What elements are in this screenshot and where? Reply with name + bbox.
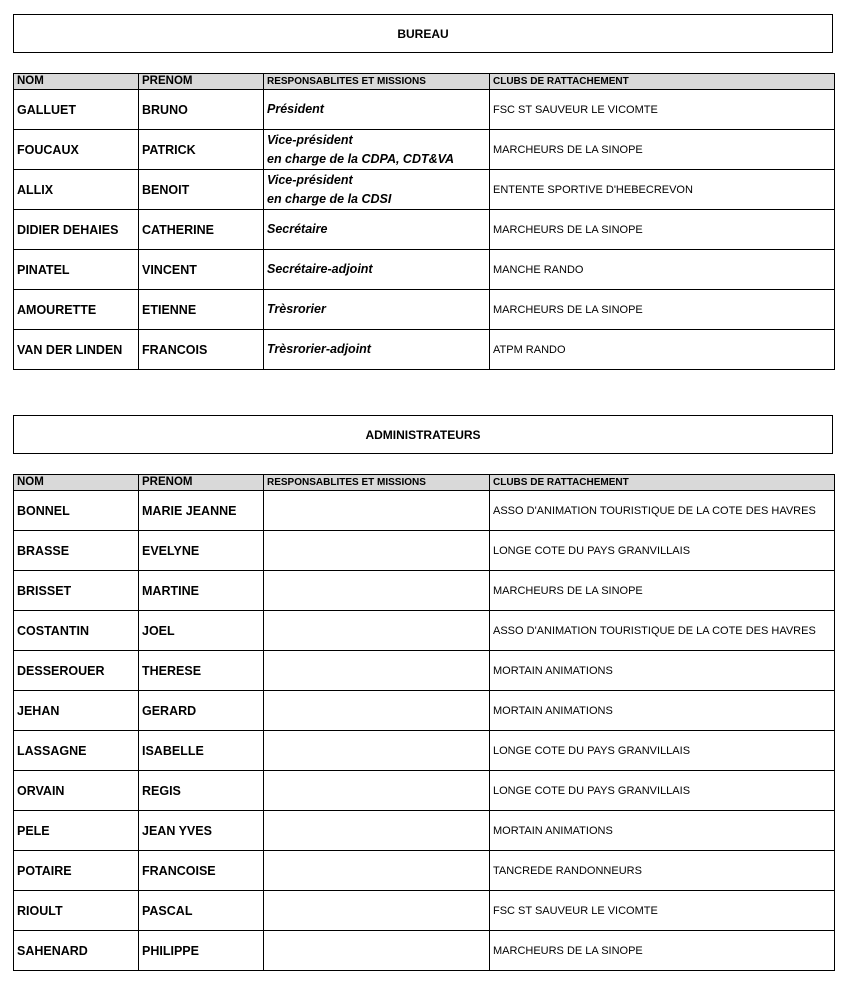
role-line-1: Trèsrorier-adjoint — [267, 342, 371, 356]
member-club: FSC ST SAUVEUR LE VICOMTE — [490, 90, 835, 130]
member-club: ENTENTE SPORTIVE D'HEBECREVON — [490, 170, 835, 210]
member-last-name: BRISSET — [14, 571, 139, 611]
member-last-name: RIOULT — [14, 891, 139, 931]
member-club: LONGE COTE DU PAYS GRANVILLAIS — [490, 531, 835, 571]
table-row — [14, 170, 835, 210]
table-row — [14, 491, 835, 531]
member-last-name: DIDIER DEHAIES — [14, 210, 139, 250]
role-line-1: Secrétaire-adjoint — [267, 262, 373, 276]
table-row — [14, 330, 835, 370]
bureau-section-title: BUREAU — [13, 14, 833, 53]
member-club: ASSO D'ANIMATION TOURISTIQUE DE LA COTE DES HAVRES — [490, 491, 835, 531]
member-club: MARCHEURS DE LA SINOPE — [490, 210, 835, 250]
member-role — [264, 771, 490, 811]
member-club: FSC ST SAUVEUR LE VICOMTE — [490, 891, 835, 931]
member-first-name: ETIENNE — [139, 290, 264, 330]
member-role — [264, 210, 490, 250]
member-role — [264, 931, 490, 971]
member-club: LONGE COTE DU PAYS GRANVILLAIS — [490, 731, 835, 771]
member-last-name: BONNEL — [14, 491, 139, 531]
member-first-name: BRUNO — [139, 90, 264, 130]
role-line-1: Secrétaire — [267, 222, 328, 236]
table-row — [14, 250, 835, 290]
member-last-name: POTAIRE — [14, 851, 139, 891]
administrateurs-table — [13, 474, 835, 971]
table-row — [14, 851, 835, 891]
role-line-1: Vice-président — [267, 132, 353, 147]
member-role — [264, 170, 490, 210]
member-role — [264, 130, 490, 170]
table-row — [14, 811, 835, 851]
member-club: MORTAIN ANIMATIONS — [490, 811, 835, 851]
member-first-name: EVELYNE — [139, 531, 264, 571]
table-row — [14, 651, 835, 691]
member-first-name: GERARD — [139, 691, 264, 731]
table-row — [14, 691, 835, 731]
column-header-nom: NOM — [14, 74, 139, 90]
member-club: MARCHEURS DE LA SINOPE — [490, 130, 835, 170]
member-last-name: AMOURETTE — [14, 290, 139, 330]
member-club: MORTAIN ANIMATIONS — [490, 691, 835, 731]
member-last-name: LASSAGNE — [14, 731, 139, 771]
member-club: ATPM RANDO — [490, 330, 835, 370]
bureau-table — [13, 73, 835, 370]
table-row — [14, 571, 835, 611]
role-line-2: en charge de la CDSI — [267, 191, 392, 206]
member-club: MARCHEURS DE LA SINOPE — [490, 290, 835, 330]
table-row — [14, 731, 835, 771]
member-first-name: FRANCOISE — [139, 851, 264, 891]
member-club: MARCHEURS DE LA SINOPE — [490, 571, 835, 611]
member-role — [264, 731, 490, 771]
table-row — [14, 891, 835, 931]
member-first-name: MARTINE — [139, 571, 264, 611]
member-last-name: PINATEL — [14, 250, 139, 290]
role-line-1: Président — [267, 102, 324, 116]
table-row — [14, 90, 835, 130]
column-header-prenom: PRENOM — [139, 74, 264, 90]
member-role — [264, 491, 490, 531]
member-role — [264, 651, 490, 691]
column-header-clubs: CLUBS DE RATTACHEMENT — [490, 475, 835, 491]
member-club: MORTAIN ANIMATIONS — [490, 651, 835, 691]
column-header-clubs: CLUBS DE RATTACHEMENT — [490, 74, 835, 90]
administrateurs-section-title: ADMINISTRATEURS — [13, 415, 833, 454]
bureau-header-row — [14, 74, 835, 90]
table-row — [14, 130, 835, 170]
column-header-responsabilites: RESPONSABLITES ET MISSIONS — [264, 475, 490, 491]
member-last-name: FOUCAUX — [14, 130, 139, 170]
member-role — [264, 691, 490, 731]
column-header-responsabilites: RESPONSABLITES ET MISSIONS — [264, 74, 490, 90]
member-club: TANCREDE RANDONNEURS — [490, 851, 835, 891]
member-first-name: PATRICK — [139, 130, 264, 170]
table-row — [14, 611, 835, 651]
member-role — [264, 891, 490, 931]
member-role — [264, 571, 490, 611]
member-role — [264, 851, 490, 891]
member-role — [264, 290, 490, 330]
table-row — [14, 531, 835, 571]
member-role — [264, 250, 490, 290]
member-first-name: MARIE JEANNE — [139, 491, 264, 531]
member-role — [264, 330, 490, 370]
member-first-name: ISABELLE — [139, 731, 264, 771]
member-role — [264, 611, 490, 651]
member-last-name: PELE — [14, 811, 139, 851]
member-last-name: ALLIX — [14, 170, 139, 210]
member-first-name: BENOIT — [139, 170, 264, 210]
column-header-prenom: PRENOM — [139, 475, 264, 491]
member-last-name: JEHAN — [14, 691, 139, 731]
member-last-name: DESSEROUER — [14, 651, 139, 691]
member-role — [264, 811, 490, 851]
member-last-name: GALLUET — [14, 90, 139, 130]
member-role — [264, 90, 490, 130]
role-line-1: Vice-président — [267, 172, 353, 187]
column-header-nom: NOM — [14, 475, 139, 491]
member-role — [264, 531, 490, 571]
member-last-name: ORVAIN — [14, 771, 139, 811]
member-first-name: THERESE — [139, 651, 264, 691]
member-club: LONGE COTE DU PAYS GRANVILLAIS — [490, 771, 835, 811]
member-first-name: JEAN YVES — [139, 811, 264, 851]
role-line-1: Trèsrorier — [267, 302, 326, 316]
member-first-name: CATHERINE — [139, 210, 264, 250]
member-last-name: BRASSE — [14, 531, 139, 571]
member-first-name: PASCAL — [139, 891, 264, 931]
table-row — [14, 771, 835, 811]
member-last-name: COSTANTIN — [14, 611, 139, 651]
role-line-2: en charge de la CDPA, CDT&VA — [267, 151, 455, 166]
member-first-name: FRANCOIS — [139, 330, 264, 370]
member-last-name: VAN DER LINDEN — [14, 330, 139, 370]
table-row — [14, 290, 835, 330]
member-first-name: PHILIPPE — [139, 931, 264, 971]
member-first-name: REGIS — [139, 771, 264, 811]
member-club: ASSO D'ANIMATION TOURISTIQUE DE LA COTE DES HAVRES — [490, 611, 835, 651]
member-last-name: SAHENARD — [14, 931, 139, 971]
administrateurs-header-row — [14, 475, 835, 491]
member-club: MARCHEURS DE LA SINOPE — [490, 931, 835, 971]
table-row — [14, 931, 835, 971]
table-row — [14, 210, 835, 250]
member-first-name: JOEL — [139, 611, 264, 651]
member-club: MANCHE RANDO — [490, 250, 835, 290]
member-first-name: VINCENT — [139, 250, 264, 290]
